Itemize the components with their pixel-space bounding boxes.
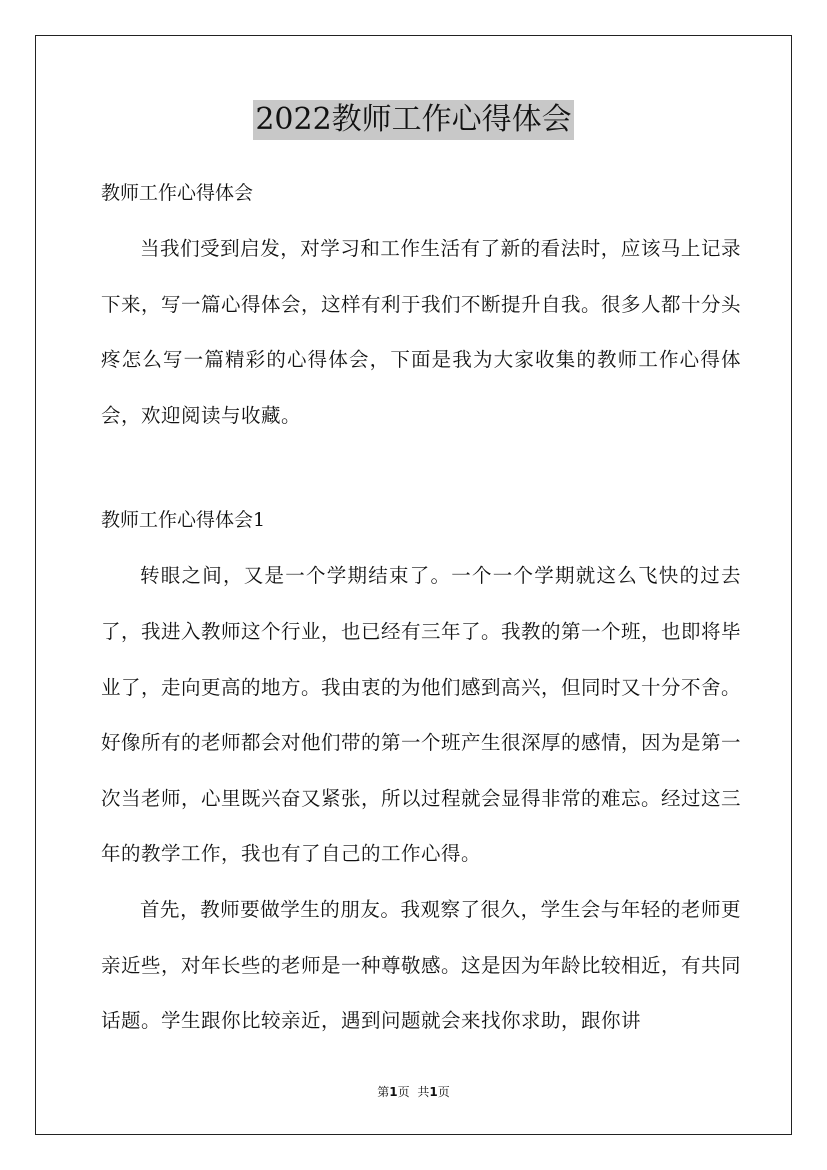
section-gap (101, 443, 741, 493)
footer-total-number: 1 (429, 1085, 438, 1099)
footer-page-suffix: 页 (397, 1085, 410, 1099)
body-paragraph: 转眼之间，又是一个学期结束了。一个一个学期就这么飞快的过去了，我进入教师这个行业，也已经有三年了。我教的第一个班，也即将毕业了，走向更高的地方。我由衷的为他们感到高兴，但同时又十分不舍。好像所有的老师都会对他们带的第一个班产生很深厚的感情，因为是第一次当老师，心里既兴奋又紧张，所以过程就会显得非常的难忘。经过这三年的教学工作，我也有了自己的工作心得。 (101, 564, 742, 866)
footer-page-prefix: 第 (377, 1085, 390, 1099)
title-container (0, 100, 827, 140)
body-paragraph: 首先，教师要做学生的朋友。我观察了很久，学生会与年轻的老师更亲近些，对年长些的老师是一种尊敬感。这是因为年龄比较相近，有共同话题。学生跟你比较亲近，遇到问题就会来找你求助，跟你讲 (101, 897, 742, 1033)
intro-paragraph: 当我们受到启发，对学习和工作生活有了新的看法时，应该马上记录下来，写一篇心得体会，这样有利于我们不断提升自我。很多人都十分头疼怎么写一篇精彩的心得体会，下面是我为大家收集的教师工作心得体会，欢迎阅读与收藏。 (101, 237, 742, 427)
section-heading: 教师工作心得体会1 (101, 509, 266, 532)
footer-total-suffix: 页 (437, 1085, 450, 1099)
subtitle: 教师工作心得体会 (101, 182, 254, 204)
footer-total-prefix: 共 (417, 1085, 430, 1099)
document-body (101, 166, 741, 1049)
page-footer (0, 1084, 827, 1100)
document-title: 2022教师工作心得体会 (253, 100, 573, 140)
footer-page-number: 1 (389, 1085, 398, 1099)
